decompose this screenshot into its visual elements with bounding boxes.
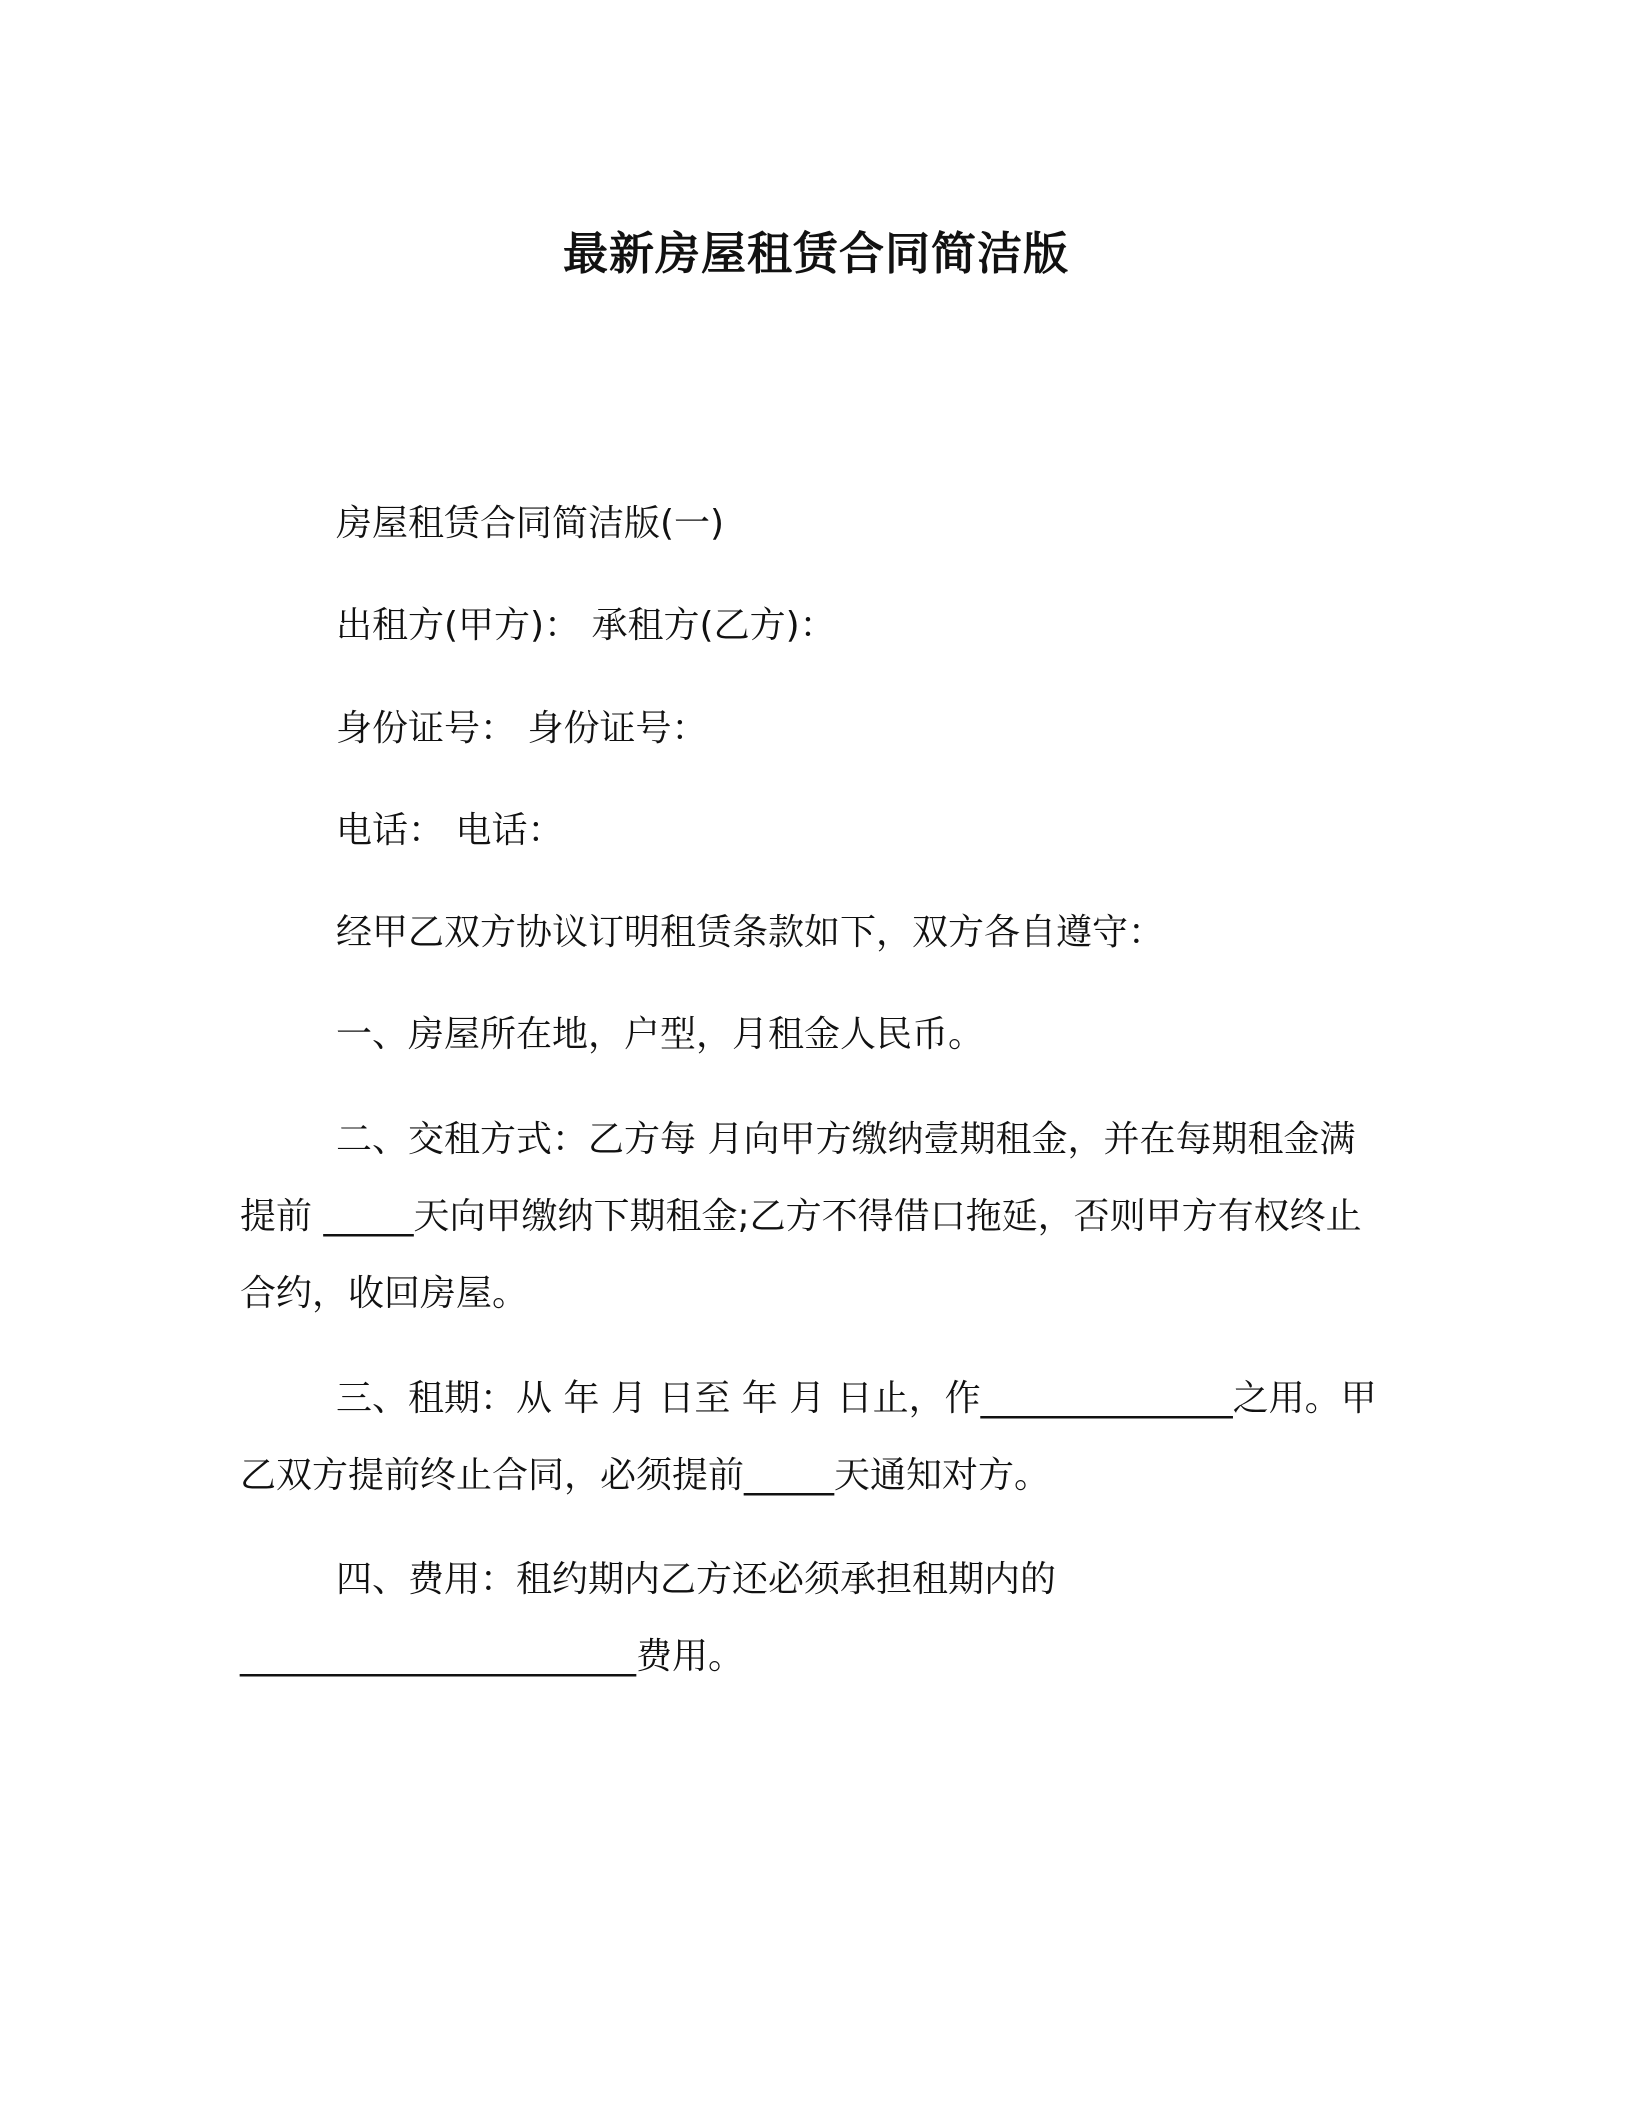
id-number-line: 身份证号： 身份证号：: [336, 708, 708, 749]
intro-paragraph: 经甲乙双方协议订明租赁条款如下，双方各自遵守：: [336, 912, 1165, 953]
clause-3-term: 三、租期：从 年 月 日至 年 月 日止，作______________之用。甲乙双方提前终止合同，必须提前_____天通知对方。: [240, 1378, 1377, 1496]
contract-subtitle: 房屋租赁合同简洁版(一): [336, 503, 725, 544]
clause-1-location: 一、房屋所在地，户型，月租金人民币。: [336, 1014, 985, 1055]
clause-4-fees: 四、费用：租约期内乙方还必须承担租期内的______________________费用。: [240, 1559, 1057, 1677]
phone-line: 电话： 电话：: [336, 810, 564, 851]
clause-2-payment: 二、交租方式：乙方每 月向甲方缴纳壹期租金，并在每期租金满提前 _____天向甲缴纳下期租金;乙方不得借口拖延，否则甲方有权终止合约，收回房屋。: [240, 1119, 1362, 1314]
parties-line: 出租方(甲方)： 承租方(乙方)：: [336, 605, 836, 646]
document-title: 最新房屋租赁合同简洁版: [562, 227, 1069, 280]
